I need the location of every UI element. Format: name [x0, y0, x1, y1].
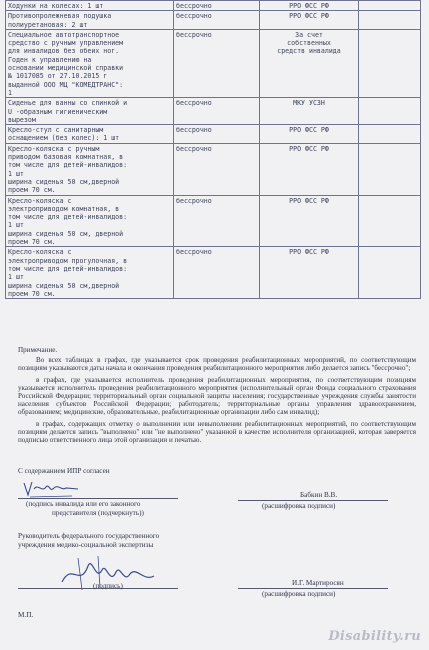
signature-1-name-caption: (расшифровка подписи): [262, 502, 336, 510]
result-cell: [359, 11, 421, 30]
signature-1-name: Бабкин В.В.: [300, 491, 338, 499]
item-name-line: проем 70 см.: [8, 289, 56, 298]
item-name-line: 1 шт: [8, 221, 24, 230]
term-cell: бессрочно: [174, 143, 260, 195]
item-name-line: ширина сиденья 50 см, дверной: [8, 229, 124, 238]
term-cell: бессрочно: [174, 98, 260, 125]
table-row: [6, 98, 421, 125]
table-row: [6, 195, 421, 247]
item-name-line: основании медицинской справки: [8, 64, 124, 73]
result-cell: [359, 1, 421, 11]
item-name-line: Кресло-стул с санитарным: [8, 126, 104, 135]
term-cell: бессрочно: [174, 125, 260, 144]
item-name-line: электроприводом прогулочная, в: [8, 256, 128, 265]
item-name-cell: [6, 143, 174, 195]
result-cell: [359, 143, 421, 195]
table-body: [6, 1, 421, 299]
item-name-line: 1 шт: [8, 273, 24, 282]
item-name-cell: [6, 195, 174, 247]
item-name-line: Противопролежневая подушка: [8, 12, 112, 21]
item-name-line: Ходунки на колесах: 1 шт: [8, 2, 104, 10]
item-name-line: средство с ручным управлением: [8, 39, 124, 48]
item-name-line: для инвалидов без обеих ног.: [8, 47, 120, 56]
executor-cell: РРО ФСС РФ: [260, 11, 359, 30]
item-name-cell: [6, 1, 174, 11]
signature-1-caption: (подпись инвалида или его законного: [26, 500, 141, 508]
table-row: [6, 125, 421, 144]
table-row: [6, 29, 421, 97]
watermark-logo: Disability.ru: [328, 629, 421, 644]
result-cell: [359, 195, 421, 247]
item-name-line: Специальное автотранспортное: [8, 30, 120, 39]
table-row: [6, 143, 421, 195]
executor-cell: РРО ФСС РФ: [260, 125, 359, 144]
signature-2-name-caption: (расшифровка подписи): [262, 590, 336, 598]
executor-cell: За счет собственных средств инвалида: [260, 29, 359, 97]
notes-section: [18, 346, 416, 447]
term-cell: бессрочно: [174, 1, 260, 11]
agreement-text: С содержанием ИПР согласен: [18, 467, 110, 475]
head-title-line-2: учреждения медико-социальной экспертизы: [18, 541, 154, 549]
item-name-line: № 1017085 от 27.10.2015 г: [8, 72, 108, 81]
executor-cell: РРО ФСС РФ: [260, 247, 359, 299]
name-line-1: [238, 500, 388, 501]
item-name-cell: [6, 125, 174, 144]
item-name-cell: [6, 29, 174, 97]
executor-cell: РРО ФСС РФ: [260, 143, 359, 195]
item-name-line: 1 шт: [8, 169, 24, 178]
result-cell: [359, 29, 421, 97]
notes-paragraph-3: в графах, содержащих отметку о выполнении или невыполнении реабилитационных мероприятий, по соответствующим позициям делается запись "выполнено" или "не выполнено" указанной в качестве исполнителя организацией, которая заверяется подписью ответственного лица этой организации и печатью.: [18, 419, 416, 445]
signature-2-caption: (подпись): [93, 582, 123, 590]
term-cell: бессрочно: [174, 29, 260, 97]
signature-line-1: [18, 498, 178, 499]
signature-1-caption-2: представителя (подчеркнуть)): [52, 509, 144, 517]
item-name-cell: [6, 247, 174, 299]
signature-2-name: И.Г. Мартиросян: [292, 579, 344, 587]
item-name-line: 1: [8, 88, 12, 97]
item-name-line: вырезом: [8, 115, 36, 124]
item-name-line: Кресло-коляска с ручным: [8, 144, 100, 153]
item-name-line: ширина сиденья 50 см,дверной: [8, 177, 120, 186]
name-line-2: [238, 588, 388, 589]
item-name-line: оснащением (без колес): 1 шт: [8, 134, 120, 143]
item-name-line: ширина сиденья 50 см,дверной: [8, 281, 120, 290]
item-name-line: Кресло-коляска с: [8, 248, 72, 257]
item-name-line: том числе для детей-инвалидов:: [8, 161, 128, 170]
executor-cell: РРО ФСС РФ: [260, 1, 359, 11]
executor-cell: МКУ УСЗН: [260, 98, 359, 125]
stamp-label: М.П.: [18, 611, 34, 619]
term-cell: бессрочно: [174, 195, 260, 247]
result-cell: [359, 98, 421, 125]
item-name-line: U -образным гигиеническим: [8, 107, 108, 116]
term-cell: бессрочно: [174, 247, 260, 299]
table-row: [6, 11, 421, 30]
term-cell: бессрочно: [174, 11, 260, 30]
notes-heading: Примечание.: [18, 346, 58, 354]
item-name-line: проем 70 см.: [8, 238, 56, 247]
item-name-line: Годен к управлению на: [8, 55, 92, 64]
item-name-line: электроприводом комнатная, в: [8, 204, 120, 213]
item-name-line: том числе для детей-инвалидов:: [8, 213, 128, 222]
notes-paragraph-1: Во всех таблицах в графах, где указывается срок проведения реабилитационных мероприятий, по соответствующим позициям указываются даты начала и окончания проведения реабилитационного мероприятия либо делается запись "бессрочно";: [18, 356, 416, 373]
notes-paragraph-2: в графах, где указывается исполнитель проведения реабилитационных мероприятия, по соответствующим позициям указывается исполнитель проведения реабилитационного мероприятия (исполнительный орган Фонда социального страхования Российской Федерации; территориальный орган социальной защиты населения; государственные учреждения службы занятости населения субъектов Российской Федерации; работодатель; территориальные органы управления здравоохранением, образованием; медицинские, образовательные, реабилитационные организации либо сам инвалид);: [18, 375, 416, 417]
item-name-line: приводом базовая комнатная, в: [8, 153, 124, 162]
item-name-line: Кресло-коляска с: [8, 196, 72, 205]
head-title-line-1: Руководитель федерального государственного: [18, 532, 160, 540]
executor-cell: РРО ФСС РФ: [260, 195, 359, 247]
item-name-cell: [6, 11, 174, 30]
item-name-line: Сиденье для ванны со спинкой и: [8, 99, 128, 108]
item-name-line: выданной ООО МЦ "КОМЕДТРАНС":: [8, 80, 124, 89]
item-name-line: проем 70 см.: [8, 186, 56, 195]
result-cell: [359, 247, 421, 299]
table-row: [6, 247, 421, 299]
item-name-line: том числе для детей-инвалидов:: [8, 264, 128, 273]
item-name-line: полиуретановая: 2 шт: [8, 20, 88, 29]
table-row: [6, 1, 421, 11]
item-name-cell: [6, 98, 174, 125]
rehabilitation-table: [5, 0, 421, 299]
result-cell: [359, 125, 421, 144]
